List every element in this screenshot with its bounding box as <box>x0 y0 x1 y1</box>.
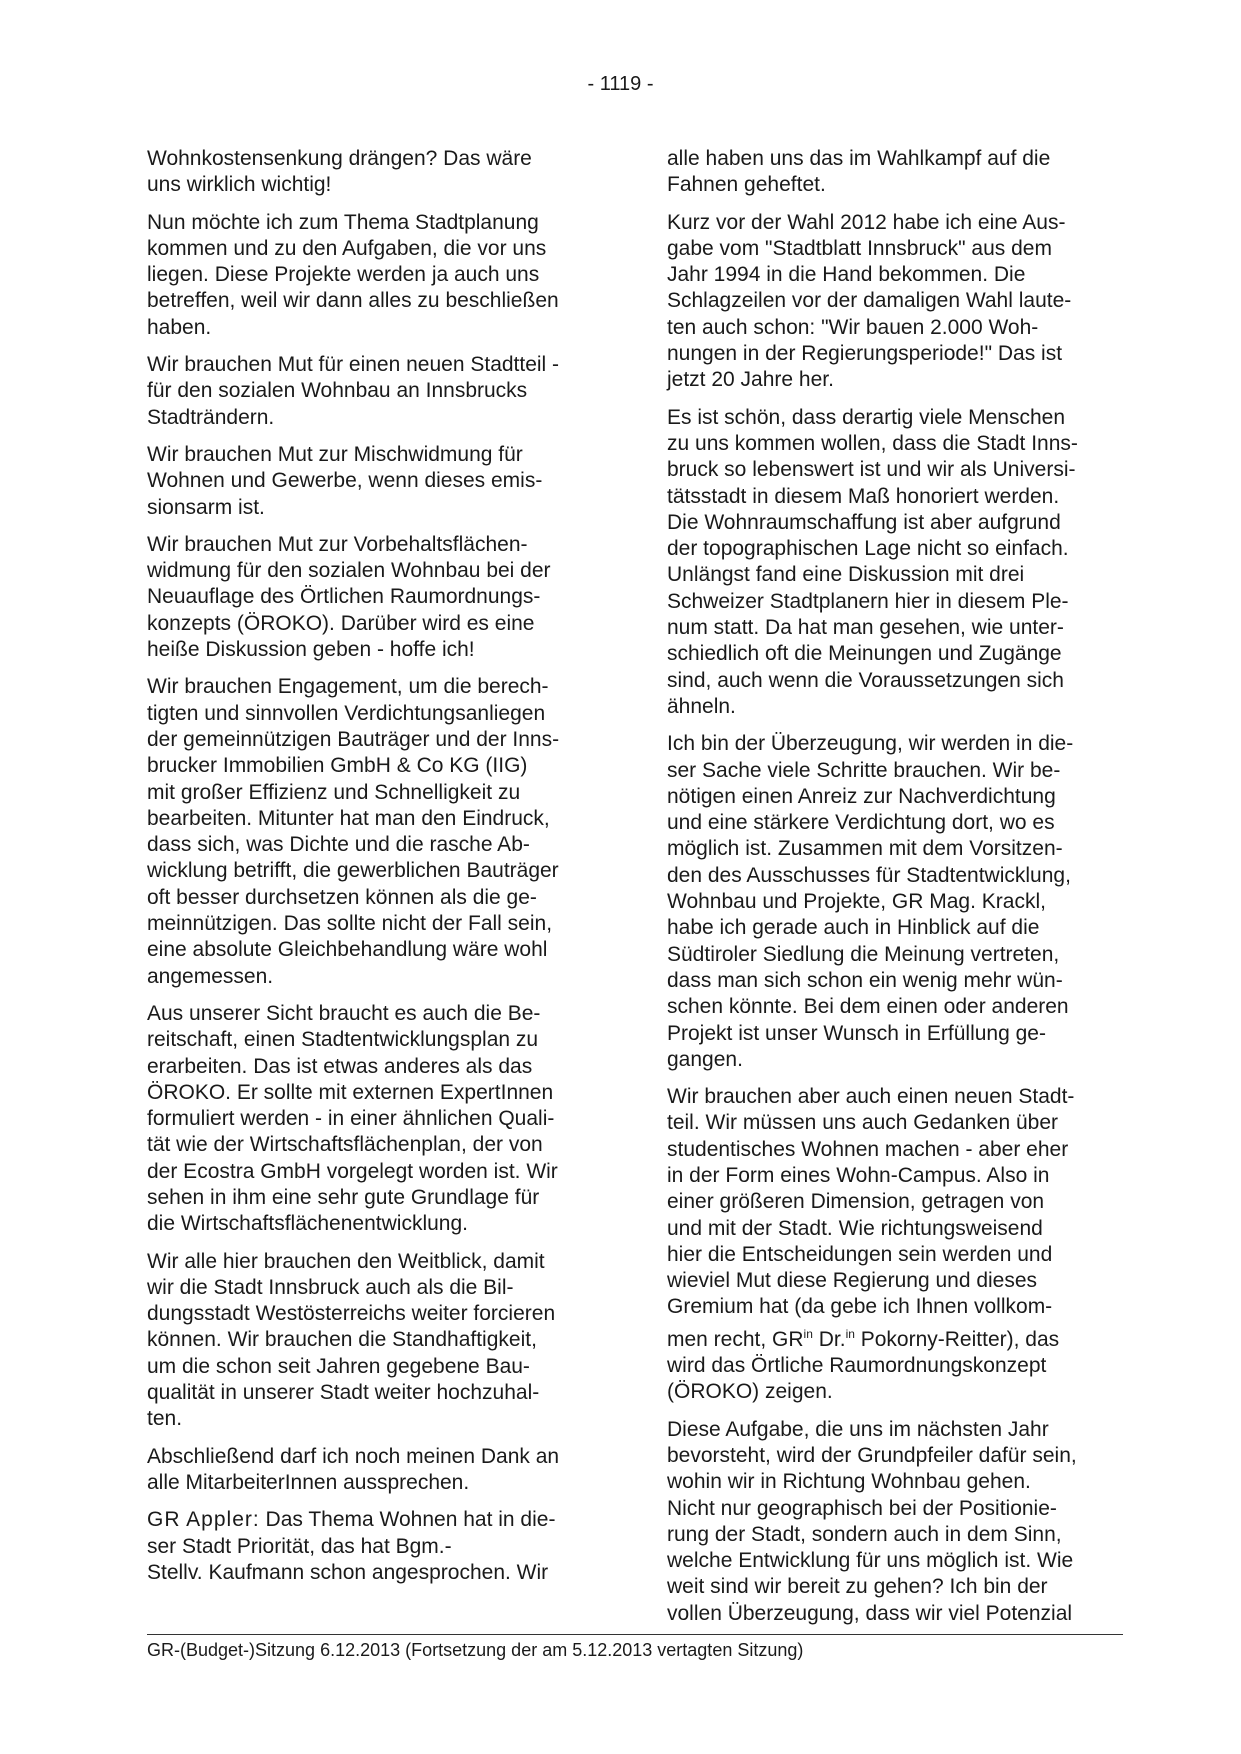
left-column <box>147 146 603 1597</box>
superscript: in <box>845 1326 855 1341</box>
paragraph: Wir brauchen Mut zur Mischwidmung für Wohnen und Gewerbe, wenn dieses emis- sionsarm ist. <box>147 442 543 519</box>
paragraph: Es ist schön, dass derartig viele Menschen zu uns kommen wollen, dass die Stadt Inns- bruck so lebenswert ist und wir als Universi- tätsstadt in diesem Maß honoriert werden. Die Wohnraumschaffung ist aber aufgrund der topographischen Lage nicht so einfach. Unlängst fand eine Diskussion mit drei Schweizer Stadtplanern hier in diesem Ple- num statt. Da hat man gesehen, wie unter- schiedlich oft die Meinungen und Zugänge sind, auch wenn die Voraussetzungen sich ähneln. <box>667 405 1078 718</box>
paragraph: Wir brauchen Engagement, um die berech- tigten und sinnvollen Verdichtungsanliegen der gemeinnützigen Bauträger und der Inns- brucker Immobilien GmbH & Co KG (IIG) mit großer Effizienz und Schnelligkeit zu bearbeiten. Mitunter hat man den Eindruck, dass sich, was Dichte und die rasche Ab- wicklung betrifft, die gewerblichen Bauträger oft besser durchsetzen können als die ge- meinnützigen. Das sollte nicht der Fall sein, eine absolute Gleichbehandlung wäre wohl angemessen. <box>147 675 560 988</box>
paragraph: Ich bin der Überzeugung, wir werden in die- ser Sache viele Schritte brauchen. Wir be- nötigen einen Anreiz zur Nachverdichtung und eine stärkere Verdichtung dort, wo es möglich ist. Zusammen mit dem Vorsitzen- den des Ausschusses für Stadtentwicklung, Wohnbau und Projekte, GR Mag. Krackl, habe ich gerade auch in Hinblick auf die Südtiroler Siedlung die Meinung vertreten, dass man sich schon ein wenig mehr wün- schen könnte. Bei dem einen oder anderen Projekt ist unser Wunsch in Erfüllung ge- gangen. <box>667 732 1074 1071</box>
paragraph-part: Pokorny-Reitter), das wird das Örtliche Raumordnungskonzept (ÖROKO) zeigen. <box>667 1327 1060 1404</box>
paragraph: Abschließend darf ich noch meinen Dank an alle MitarbeiterInnen aussprechen. <box>147 1444 560 1494</box>
speaker-text: Das Thema Wohnen hat in die- ser Stadt Priorität, das hat Bgm.- Stellv. Kaufmann schon angesprochen. Wir <box>147 1508 556 1584</box>
paragraph: Aus unserer Sicht braucht es auch die Be- reitschaft, einen Stadtentwicklungsplan zu erarbeiten. Das ist etwas anderes als das ÖROKO. Er sollte mit externen ExpertInnen formuliert werden - in einer ähnlichen Quali- tät wie der Wirtschaftsflächenplan, der von der Ecostra GmbH vorgelegt worden ist. Wir sehen in ihm eine sehr gute Grundlage für die Wirtschaftsflächenentwicklung. <box>147 1001 558 1236</box>
footer-divider <box>147 1634 1123 1635</box>
paragraph: Wir brauchen Mut für einen neuen Stadtteil - für den sozialen Wohnbau an Innsbrucks Stadträndern. <box>147 353 560 429</box>
paragraph-part: Dr. <box>812 1327 846 1351</box>
superscript: in <box>803 1326 813 1341</box>
right-column <box>667 146 1123 1638</box>
footer-text: GR-(Budget-)Sitzung 6.12.2013 (Fortsetzung der am 5.12.2013 vertagten Sitzung) <box>147 1640 804 1660</box>
paragraph-part: Wir brauchen aber auch einen neuen Stadt- teil. Wir müssen uns auch Gedanken über studentisches Wohnen machen - aber eher in der Form eines Wohn-Campus. Also in einer größeren Dimension, getragen von und mit der Stadt. Wie richtungsweisend hier die Entscheidungen sein werden und wieviel Mut diese Regierung und dieses Gremium hat (da gebe ich Ihnen vollkom- men recht, GR <box>667 1085 1075 1351</box>
paragraph: Wir brauchen Mut zur Vorbehaltsflächen- widmung für den sozialen Wohnbau bei der Neuauflage des Örtlichen Raumordnungs- konzepts (ÖROKO). Darüber wird es eine heiße Diskussion geben - hoffe ich! <box>147 532 551 662</box>
paragraph: Wir alle hier brauchen den Weitblick, damit wir die Stadt Innsbruck auch als die Bil- dungsstadt Westösterreichs weiter forcieren können. Wir brauchen die Standhaftigkeit, um die schon seit Jahren gegebene Bau- qualität in unserer Stadt weiter hochzuhal- ten. <box>147 1249 556 1431</box>
paragraph: Wohnkostensenkung drängen? Das wäre uns wirklich wichtig! <box>147 147 532 197</box>
page-number: - 1119 - <box>587 73 654 95</box>
speaker-name: GR Appler: <box>147 1508 260 1532</box>
paragraph: Diese Aufgabe, die uns im nächsten Jahr bevorsteht, wird der Grundpfeiler dafür sein, wohin wir in Richtung Wohnbau gehen. Nicht nur geographisch bei der Positionie- rung der Stadt, sondern auch in dem Sinn, welche Entwicklung für uns möglich ist. Wie weit sind wir bereit zu gehen? Ich bin der vollen Überzeugung, dass wir viel Potenzial <box>667 1417 1077 1625</box>
paragraph: Kurz vor der Wahl 2012 habe ich eine Aus- gabe vom "Stadtblatt Innsbruck" aus dem Jahr 1994 in die Hand bekommen. Die Schlagzeilen vor der damaligen Wahl laute- ten auch schon: "Wir bauen 2.000 Woh- nungen in der Regierungsperiode!" Das ist jetzt 20 Jahre her. <box>667 210 1072 392</box>
paragraph <box>667 1084 1123 1406</box>
speaker-paragraph <box>147 1507 603 1586</box>
paragraph: alle haben uns das im Wahlkampf auf die Fahnen geheftet. <box>667 147 1051 197</box>
paragraph: Nun möchte ich zum Thema Stadtplanung kommen und zu den Aufgaben, die vor uns liegen. Diese Projekte werden ja auch uns betreffen, weil wir dann alles zu beschließen haben. <box>147 210 559 339</box>
